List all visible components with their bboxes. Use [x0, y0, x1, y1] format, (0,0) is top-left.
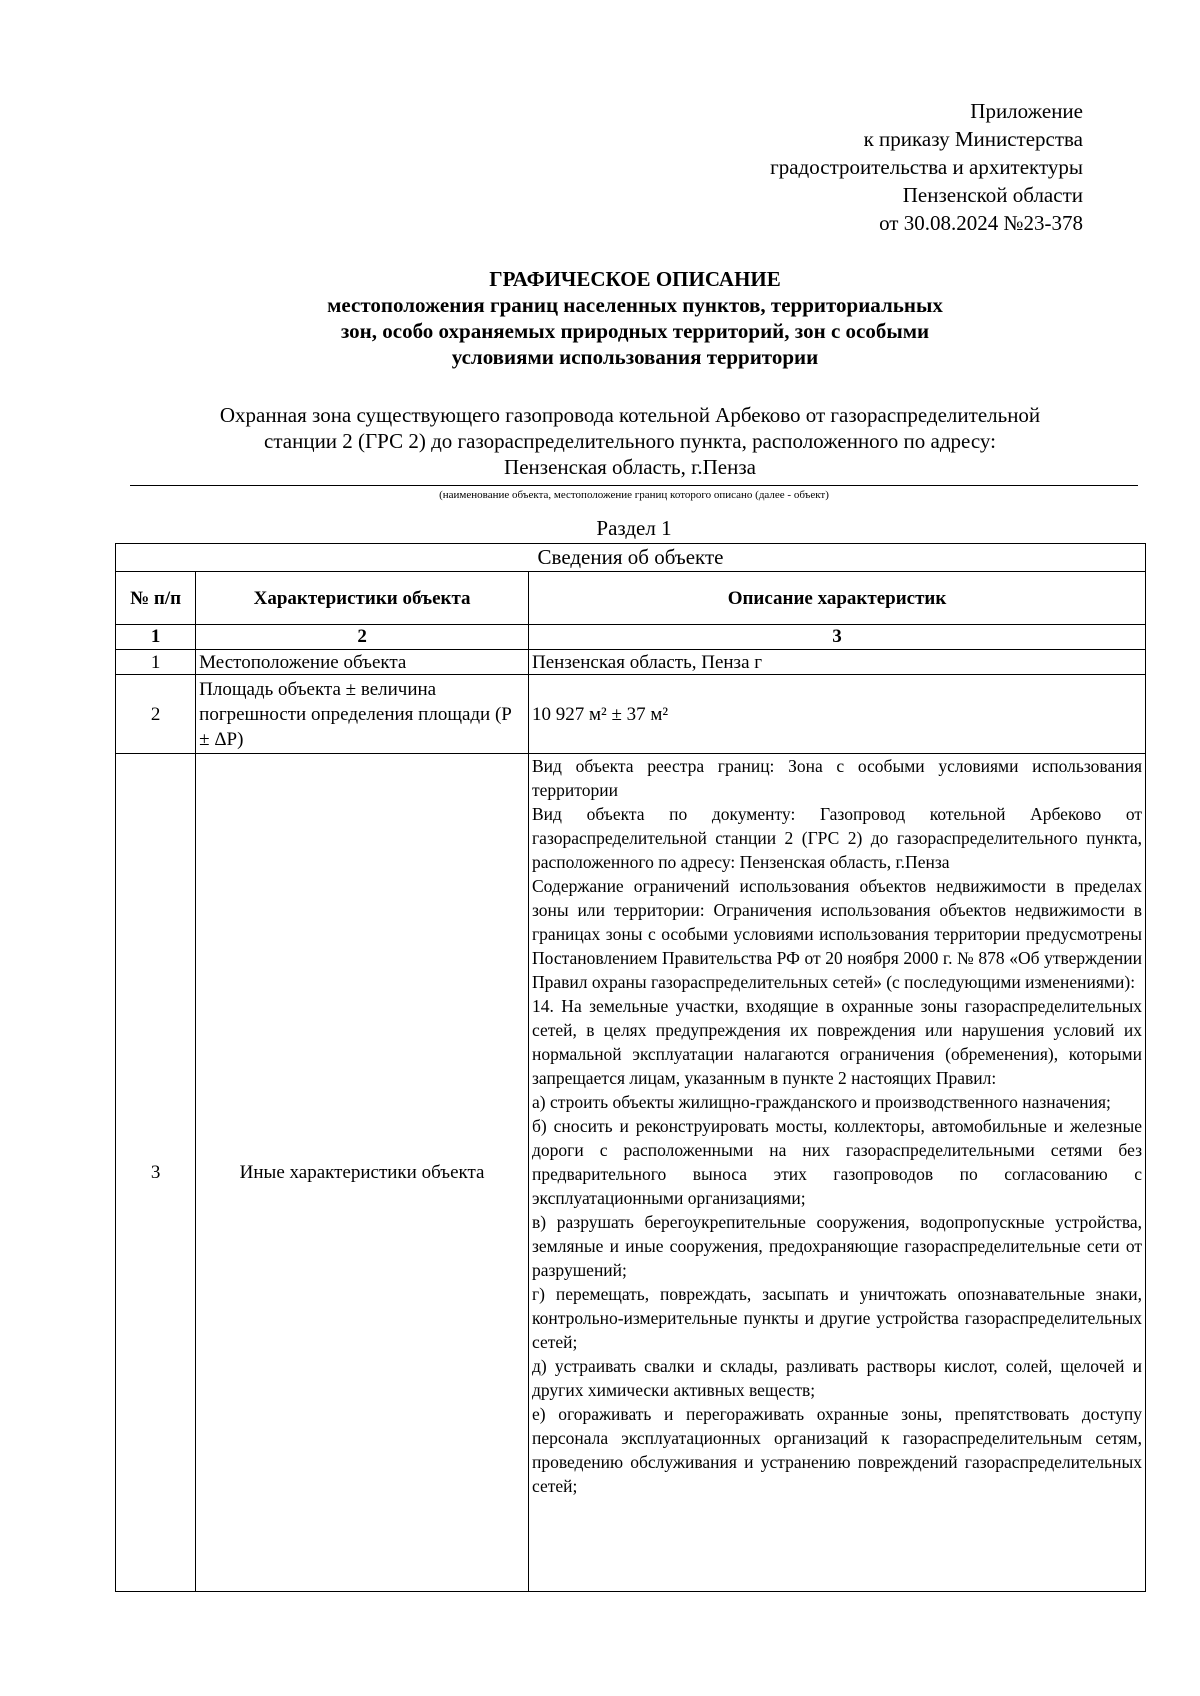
description-line: Содержание ограничений использования объектов недвижимости в пределах зоны или территории: Ограничения использования объектов недвижимости в границах зоны с особыми условиями использования территории предусмотрены Постановлением Правительства РФ от 20 ноября 2000 г. № 878 «Об утверждении Правил охраны газораспределительных сетей» (с последующими изменениями): — [532, 876, 1142, 992]
table-row — [116, 675, 1146, 754]
object-info-table — [115, 543, 1146, 1592]
appendix-line: к приказу Министерства — [863, 127, 1083, 151]
row-value: 10 927 м² ± 37 м² — [529, 675, 1146, 754]
appendix-block — [770, 97, 1083, 237]
description-line: е) огораживать и перегораживать охранные зоны, препятствовать доступу персонала эксплуатационных организаций к газораспределительным сетям, проведению обслуживания и устранению повреждений газораспределительных сетей; — [532, 1404, 1142, 1496]
header-description: Описание характеристик — [529, 572, 1146, 625]
object-name-line: станции 2 (ГРС 2) до газораспределительного пункта, расположенного по адресу: — [264, 429, 996, 453]
row-name: Площадь объекта ± величина погрешности определения площади (P ± ΔP) — [196, 675, 529, 754]
table-header-row — [116, 572, 1146, 625]
description-line: б) сносить и реконструировать мосты, коллекторы, автомобильные и железные дороги с расположенными на них газораспределительными сетями без предварительного выноса этих газопроводов по согласованию с эксплуатационными организациями; — [532, 1116, 1142, 1208]
row-number: 3 — [116, 754, 196, 1592]
row-number: 1 — [116, 650, 196, 675]
row-number: 2 — [116, 675, 196, 754]
column-number-row — [116, 625, 1146, 650]
description-line: 14. На земельные участки, входящие в охранные зоны газораспределительных сетей, в целях предупреждения их повреждения или нарушения условий их нормальной эксплуатации налагаются ограничения (обременения), которыми запрещается лицам, указанным в пункте 2 настоящих Правил: — [532, 996, 1142, 1088]
description-line: в) разрушать берегоукрепительные сооружения, водопропускные устройства, земляные и иные сооружения, предохраняющие газораспределительные сети от разрушений; — [532, 1212, 1142, 1280]
header-characteristics: Характеристики объекта — [196, 572, 529, 625]
row-value — [529, 754, 1146, 1592]
description-line: Вид объекта по документу: Газопровод котельной Арбеково от газораспределительной станции 2 (ГРС 2) до газораспределительного пункта, расположенного по адресу: Пензенская область, г.Пенза — [532, 804, 1142, 872]
object-name-line: Пензенская область, г.Пенза — [504, 455, 756, 479]
row-name: Местоположение объекта — [196, 650, 529, 675]
header-number: № п/п — [116, 572, 196, 625]
object-name-underline — [130, 485, 1138, 486]
row-name: Иные характеристики объекта — [196, 754, 529, 1592]
description-line: а) строить объекты жилищно-гражданского и производственного назначения; — [532, 1092, 1111, 1112]
description-line: Вид объекта реестра границ: Зона с особыми условиями использования территории — [532, 756, 1142, 800]
appendix-line: Пензенской области — [902, 183, 1083, 207]
row-value: Пензенская область, Пенза г — [529, 650, 1146, 675]
table-caption-row — [116, 544, 1146, 572]
description-line: г) перемещать, повреждать, засыпать и уничтожать опознавательные знаки, контрольно-измерительные пункты и другие устройства газораспределительных сетей; — [532, 1284, 1142, 1352]
table-caption: Сведения об объекте — [116, 544, 1146, 572]
section-label: Раздел 1 — [596, 516, 672, 540]
document-title — [160, 266, 1110, 370]
appendix-line: градостроительства и архитектуры — [770, 155, 1083, 179]
title-line: условиями использования территории — [451, 345, 819, 369]
object-name-caption: (наименование объекта, местоположение границ которого описано (далее - объект) — [439, 489, 829, 501]
column-number: 1 — [116, 625, 196, 650]
title-line: ГРАФИЧЕСКОЕ ОПИСАНИЕ — [489, 267, 781, 291]
object-name-line: Охранная зона существующего газопровода котельной Арбеково от газораспределительной — [219, 403, 1041, 427]
column-number: 3 — [529, 625, 1146, 650]
appendix-line: от 30.08.2024 №23-378 — [879, 211, 1083, 235]
title-line: местоположения границ населенных пунктов, территориальных — [327, 293, 943, 317]
table-row — [116, 650, 1146, 675]
table-row — [116, 754, 1146, 1592]
column-number: 2 — [196, 625, 529, 650]
title-line: зон, особо охраняемых природных территорий, зон с особыми — [340, 319, 930, 343]
description-line: д) устраивать свалки и склады, разливать растворы кислот, солей, щелочей и других химически активных веществ; — [532, 1356, 1142, 1400]
object-name — [120, 402, 1140, 480]
appendix-line: Приложение — [970, 99, 1083, 123]
